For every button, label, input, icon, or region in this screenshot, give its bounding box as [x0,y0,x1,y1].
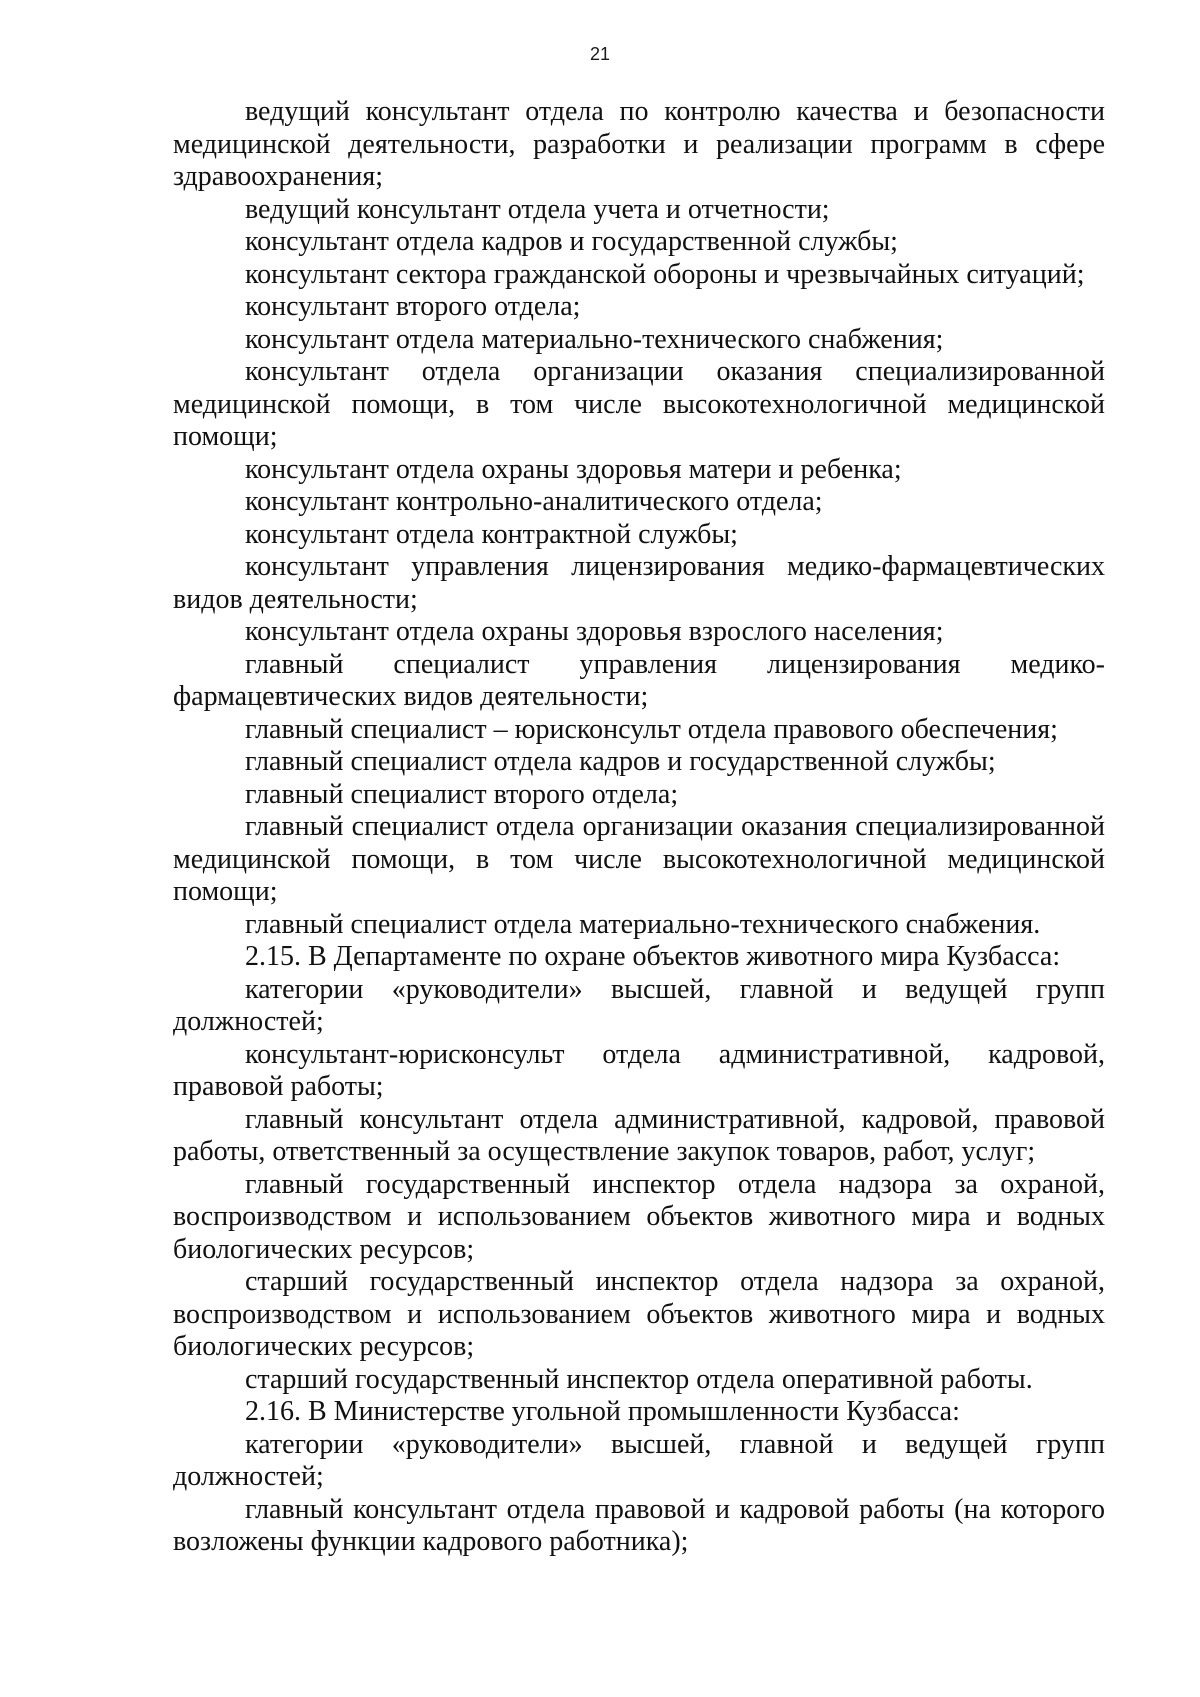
paragraph: консультант отдела материально-технического снабжения; [245,323,944,355]
paragraph: старший государственный инспектор отдела оперативной работы. [245,1363,1033,1395]
paragraph: консультант отдела кадров и государственной службы; [245,226,898,257]
page-number: 21 [589,44,611,64]
paragraph: консультант отдела охраны здоровья матери и ребенка; [245,453,902,485]
paragraph: консультант контрольно-аналитического отдела; [245,486,823,517]
paragraph: консультант сектора гражданской обороны и чрезвычайных ситуаций; [245,258,1085,290]
paragraph: главный специалист отдела кадров и государственной службы; [245,746,996,777]
paragraph: главный специалист отдела материально-технического снабжения. [245,908,1041,940]
paragraph: главный специалист управления лицензирования медико-фармацевтических видов деятельности; [173,648,1105,712]
paragraph: категории «руководители» высшей, главной и ведущей групп должностей; [173,973,1105,1037]
paragraph: главный специалист второго отдела; [245,778,679,810]
paragraph: главный специалист – юрисконсульт отдела правового обеспечения; [245,713,1058,745]
paragraph: ведущий консультант отдела по контролю качества и безопасности медицинской деятельности, разработки и реализации программ в сфере здравоохранения; [173,96,1105,192]
paragraph: главный консультант отдела правовой и кадровой работы (на которого возложены функции кадрового работника); [173,1493,1105,1557]
paragraph: главный государственный инспектор отдела надзора за охраной, воспроизводством и использованием объектов животного мира и водных биологических ресурсов; [173,1168,1105,1265]
paragraph: консультант второго отдела; [245,291,581,322]
paragraph: категории «руководители» высшей, главной и ведущей групп должностей; [173,1428,1105,1492]
paragraph: консультант отдела контрактной службы; [245,518,738,550]
paragraph: ведущий консультант отдела учета и отчетности; [245,193,830,225]
paragraph: консультант отдела охраны здоровья взрослого населения; [245,616,944,647]
section-heading: 2.15. В Департаменте по охране объектов животного мира Кузбасса: [245,941,1061,972]
paragraph: консультант-юрисконсульт отдела административной, кадровой, правовой работы; [173,1038,1105,1102]
paragraph: консультант отдела организации оказания специализированной медицинской помощи, в том числе высокотехнологичной медицинской помощи; [173,356,1105,452]
section-heading: 2.16. В Министерстве угольной промышленности Кузбасса: [245,1396,960,1427]
paragraph: консультант управления лицензирования медико-фармацевтических видов деятельности; [173,551,1105,615]
paragraph: главный консультант отдела административной, кадровой, правовой работы, ответственный за осуществление закупок товаров, работ, услуг; [173,1103,1105,1167]
document-body [173,96,1105,1559]
paragraph: старший государственный инспектор отдела надзора за охраной, воспроизводством и использованием объектов животного мира и водных биологических ресурсов; [173,1266,1105,1362]
paragraph: главный специалист отдела организации оказания специализированной медицинской помощи, в том числе высокотехнологичной медицинской помощи; [173,811,1105,907]
